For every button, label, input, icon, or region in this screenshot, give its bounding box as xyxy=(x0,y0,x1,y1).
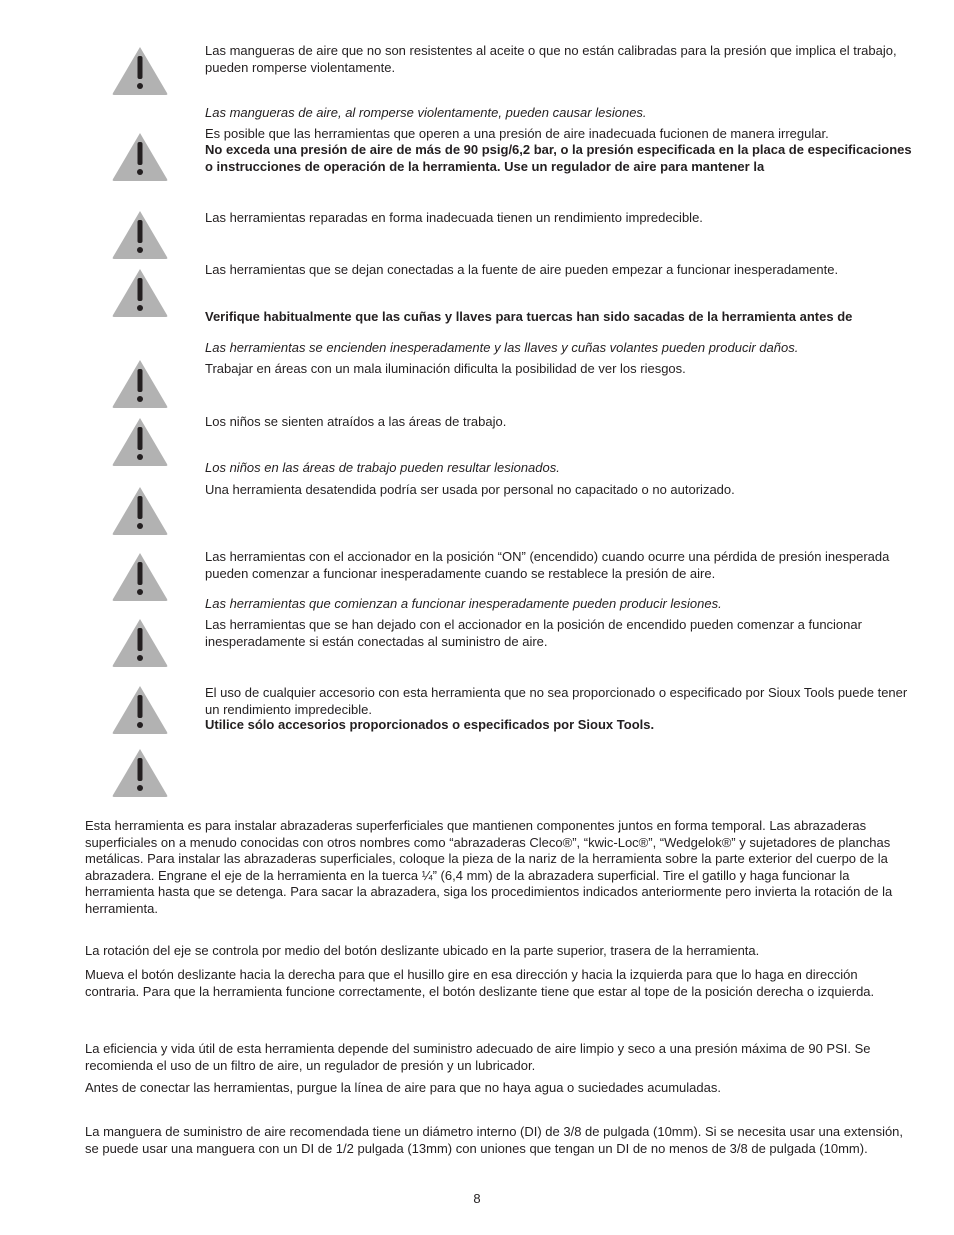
warning-triangle-icon xyxy=(111,415,169,467)
connected-hazard-text: Las herramientas que se dejan conectadas a la fuente de aire pueden empezar a funcionar inesperadamente. xyxy=(205,262,839,277)
hose-size-paragraph: La manguera de suministro de aire recomendada tiene un diámetro interno (DI) de 3/8 de pulgada (10mm). Si se necesita usar una extensión, se puede usar una manguera con un DI de 1/2 pulgada (13mm) con uniones que tengan un DI de no menos de 3/8 de pulgada (10mm). xyxy=(85,1124,904,1156)
warning-triangle-icon xyxy=(111,683,169,735)
pressure-hazard-text: Es posible que las herramientas que operen a una presión de aire inadecuada fucionen de manera irregular. xyxy=(205,126,829,141)
left-on-hazard-text: Las herramientas que se han dejado con el accionador en la posición de encendido pueden comenzar a funcionar inesperadamente si están conectadas al suministro de aire. xyxy=(205,617,862,649)
accessory-hazard-text: El uso de cualquier accesorio con esta herramienta que no sea proporcionado o especificado por Sioux Tools puede tener un rendimiento impredecible. xyxy=(205,685,908,717)
warning-triangle-icon xyxy=(111,44,169,96)
rotation-control-paragraph: La rotación del eje se controla por medio del botón deslizante ubicado en la parte superior, trasera de la herramienta. xyxy=(85,943,760,958)
warning-triangle-icon xyxy=(111,208,169,260)
children-result-text: Los niños en las áreas de trabajo pueden resultar lesionados. xyxy=(205,460,560,475)
warning-triangle-icon xyxy=(111,130,169,182)
wrench-result-text: Las herramientas se encienden inesperadamente y las llaves y cuñas volantes pueden producir daños. xyxy=(205,340,799,355)
accessory-action-text: Utilice sólo accesorios proporcionados o especificados por Sioux Tools. xyxy=(205,717,655,732)
throttle-result-text: Las herramientas que comienzan a funcionar inesperadamente pueden producir lesiones. xyxy=(205,596,722,611)
hoses-hazard-text: Las mangueras de aire que no son resistentes al aceite o que no están calibradas para la presión que implica el trabajo, pueden romperse violentamente. xyxy=(205,43,897,75)
wrench-action-text: Verifique habitualmente que las cuñas y llaves para tuercas han sido sacadas de la herramienta antes de xyxy=(205,309,853,324)
warning-triangle-icon xyxy=(111,616,169,668)
children-hazard-text: Los niños se sienten atraídos a las áreas de trabajo. xyxy=(205,414,507,429)
hoses-result-text: Las mangueras de aire, al romperse violentamente, pueden causar lesiones. xyxy=(205,105,647,120)
throttle-hazard-text: Las herramientas con el accionador en la posición “ON” (encendido) cuando ocurre una pérdida de presión inesperada pueden comenzar a funcionar inesperadamente cuando se restablece la presión de aire. xyxy=(205,549,890,581)
warning-triangle-icon xyxy=(111,746,169,798)
rotation-direction-paragraph: Mueva el botón deslizante hacia la derecha para que el husillo gire en esa dirección y hacia la izquierda para que lo haga en dirección contraria. Para que la herramienta funcione correctamente, el botón deslizante tiene que estar al tope de la posición derecha o izquierda. xyxy=(85,967,875,999)
purpose-paragraph: Esta herramienta es para instalar abrazaderas superferficiales que mantienen componentes juntos en forma temporal. Las abrazaderas superficiales on a menudo conocidas con otros nombres como “abrazaderas Cleco®”, “kwic-Loc®”, “Wedgelok®” y sujetadores de planchas metálicas. Para instalar las abrazaderas superficiales, coloque la pieza de la nariz de la herramienta sobre la parte exterior del cuerpo de la abrazadera. Engrane el eje de la herramienta en la tuerca ¼” (6,4 mm) de la abrazadera superficial. Tire el gatillo y haga funcionar la herramienta hasta que se detenga. Para sacar la abrazadera, siga los procedimientos indicados anteriormente pero invierta la rotación de la herramienta. xyxy=(85,818,893,916)
lighting-hazard-text: Trabajar en áreas con un mala iluminación dificulta la posibilidad de ver los riesgos. xyxy=(205,361,686,376)
unattended-hazard-text: Una herramienta desatendida podría ser usada por personal no capacitado o no autorizado. xyxy=(205,482,735,497)
warning-triangle-icon xyxy=(111,266,169,318)
repair-hazard-text: Las herramientas reparadas en forma inadecuada tienen un rendimiento impredecible. xyxy=(205,210,703,225)
warning-triangle-icon xyxy=(111,484,169,536)
air-supply-paragraph: La eficiencia y vida útil de esta herramienta depende del suministro adecuado de aire limpio y seco a una presión máxima de 90 PSI. Se recomienda el uso de un filtro de aire, un regulador de presión y un lubricador. xyxy=(85,1041,871,1073)
purge-paragraph: Antes de conectar las herramientas, purgue la línea de aire para que no haya agua o suciedades acumuladas. xyxy=(85,1080,721,1095)
page-number: 8 xyxy=(473,1191,481,1206)
pressure-action-text: No exceda una presión de aire de más de 90 psig/6,2 bar, o la presión especificada en la placa de especificaciones o instrucciones de operación de la herramienta. Use un regulador de aire para mantener la xyxy=(205,142,912,174)
warning-triangle-icon xyxy=(111,550,169,602)
warning-triangle-icon xyxy=(111,357,169,409)
